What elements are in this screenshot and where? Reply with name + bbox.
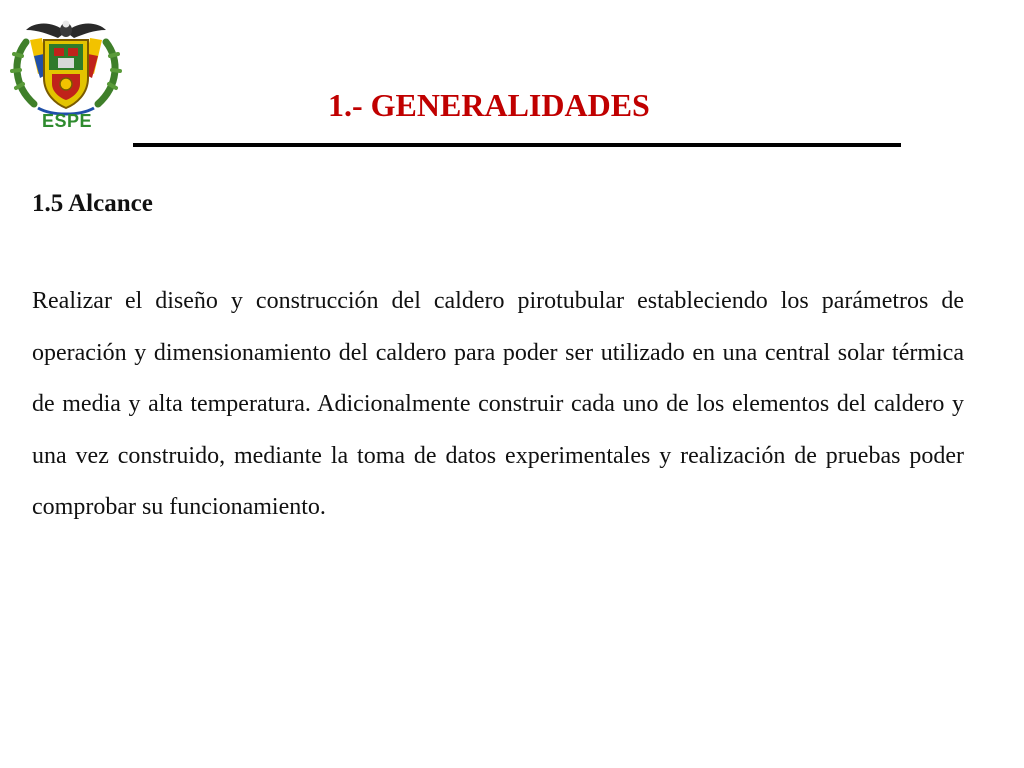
page-title: 1.- GENERALIDADES	[328, 87, 650, 123]
espe-coat-of-arms-icon	[8, 12, 124, 120]
body-paragraph: Realizar el diseño y construcción del caldero pirotubular estableciendo los parámetros de operación y dimensionamiento del caldero para poder ser utilizado en una central solar térmica de media y alta temperatura. Adicionalmente construir cada uno de los elementos del caldero y una vez construido, mediante la toma de datos experimentales y realización de pruebas poder comprobar su funcionamiento.	[32, 288, 964, 520]
espe-logo	[8, 12, 124, 136]
title-divider	[133, 143, 901, 147]
logo-text: ESPE	[41, 111, 93, 131]
section-heading: 1.5 Alcance	[32, 190, 153, 217]
